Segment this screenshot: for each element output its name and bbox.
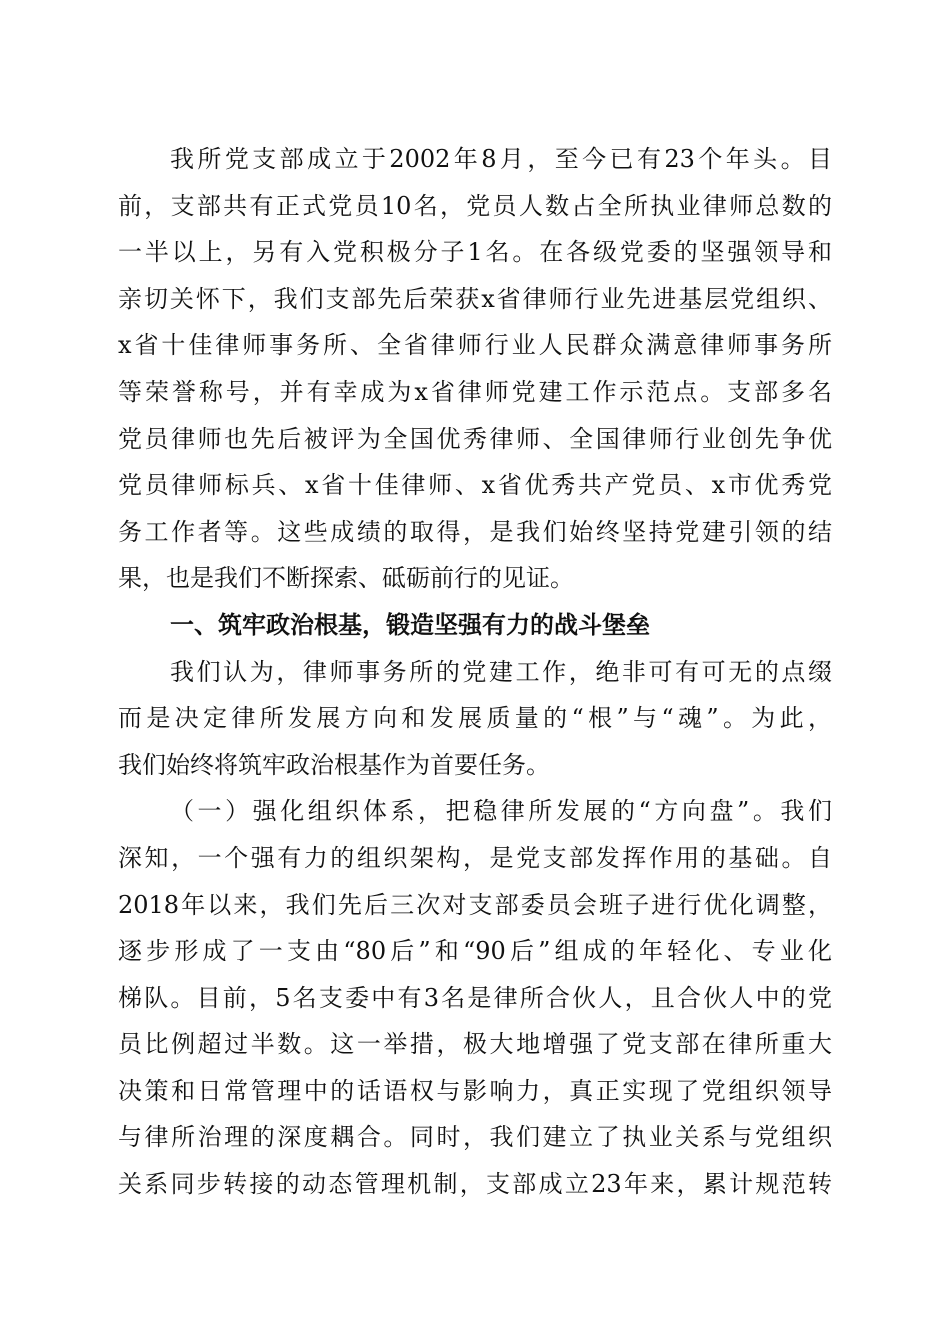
text-line: 关系同步转接的动态管理机制，支部成立23年来，累计规范转 [118,1170,832,1199]
text-line: 党员律师标兵、x省十佳律师、x省优秀共产党员、x市优秀党 [118,471,832,500]
text-line: 等荣誉称号，并有幸成为x省律师党建工作示范点。支部多名 [118,377,832,406]
text-line: 务工作者等。这些成绩的取得，是我们始终坚持党建引领的结 [118,517,832,546]
paragraph-subsection-one [118,788,832,1207]
text-line: 与律所治理的深度耦合。同时，我们建立了执业关系与党组织 [118,1123,832,1152]
paragraph-section-intro [118,649,832,789]
text-line: 党员律师也先后被评为全国优秀律师、全国律师行业创先争优 [118,424,832,453]
text-line: 我所党支部成立于2002年8月，至今已有23个年头。目 [170,145,832,173]
section-heading: 一、筑牢政治根基，锻造坚强有力的战斗堡垒 [170,610,650,639]
text-line: 亲切关怀下，我们支部先后荣获x省律师行业先进基层党组织、 [118,284,832,313]
text-line: 逐步形成了一支由“80后”和“90后”组成的年轻化、专业化 [118,937,832,966]
text-line: 我们始终将筑牢政治根基作为首要任务。 [118,750,550,779]
text-line: 前，支部共有正式党员10名，党员人数占全所执业律师总数的 [118,191,832,220]
paragraph-intro [118,136,832,602]
text-line: （一）强化组织体系，把稳律所发展的“方向盘”。我们 [170,797,832,826]
text-line: 梯队。目前，5名支委中有3名是律所合伙人，且合伙人中的党 [118,983,832,1012]
text-line: 我们认为，律师事务所的党建工作，绝非可有可无的点缀 [170,657,832,686]
text-line: 一半以上，另有入党积极分子1名。在各级党委的坚强领导和 [118,238,832,267]
text-line: 员比例超过半数。这一举措，极大地增强了党支部在律所重大 [118,1030,832,1059]
text-line: 而是决定律所发展方向和发展质量的“根”与“魂”。为此， [118,704,832,733]
text-line: 果，也是我们不断探索、砥砺前行的见证。 [118,564,574,593]
document-body [118,136,832,1208]
text-line: 决策和日常管理中的话语权与影响力，真正实现了党组织领导 [118,1076,832,1105]
text-line: x省十佳律师事务所、全省律师行业人民群众满意律师事务所 [118,331,832,360]
text-line: 2018年以来，我们先后三次对支部委员会班子进行优化调整， [118,890,832,919]
text-line: 深知，一个强有力的组织架构，是党支部发挥作用的基础。自 [118,843,832,872]
